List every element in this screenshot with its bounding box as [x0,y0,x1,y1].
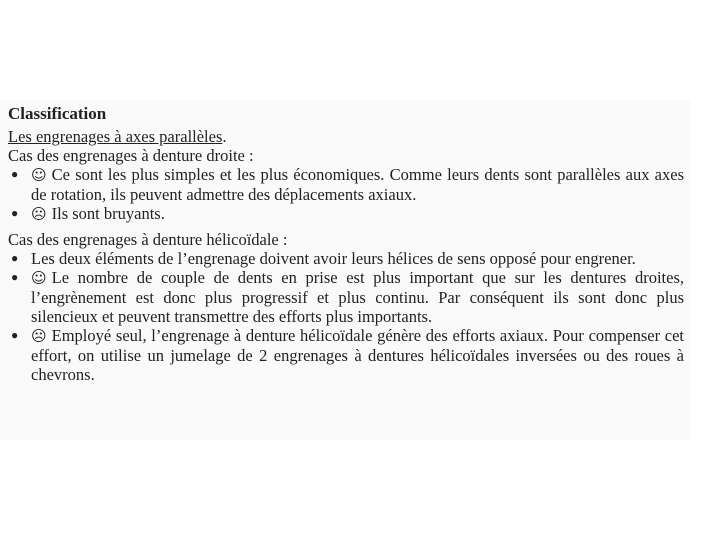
section-heading: Cas des engrenages à denture hélicoïdale : [8,230,288,249]
list-item [8,249,684,268]
document-title: Classification [8,104,107,123]
bullet-icon: ● [11,206,19,220]
bullet-icon: ● [11,270,19,284]
subtitle-suffix: . [222,127,227,146]
list-item-text: Le nombre de couple de dents en prise est plus important que sur les dentures droites, l’engrènement est donc plus progressif et plus continu. Par conséquent ils sont donc plus silencieux et peuvent transmettre des efforts plus importants. [31,268,684,326]
list-item [8,204,684,224]
list-item-text: Ce sont les plus simples et les plus économiques. Comme leurs dents sont parallèles aux axes de rotation, ils peuvent admettre des déplacements axiaux. [31,165,684,204]
subtitle: Les engrenages à axes parallèles [8,127,223,146]
list-item-text: Ils sont bruyants. [51,204,165,223]
section-helical-teeth [8,230,684,384]
list-item [8,165,684,204]
bullet-icon: ● [11,328,19,342]
section-heading: Cas des engrenages à denture droite : [8,146,254,165]
list-item [8,268,684,326]
list-item-text: Employé seul, l’engrenage à denture hélicoïdale génère des efforts axiaux. Pour compenser cet effort, on utilise un jumelage de 2 engrenages à dentures hélicoïdales inversées ou des roues à chevrons. [31,326,684,384]
list-item-text: Les deux éléments de l’engrenage doivent avoir leurs hélices de sens opposé pour engrener. [31,249,636,268]
smiley-icon: ☺ [31,166,47,184]
section-straight-teeth [8,146,684,224]
frown-icon: ☹ [31,205,47,223]
document-body [8,104,684,384]
bullet-list [8,249,684,384]
smiley-icon: ☺ [31,269,47,287]
frown-icon: ☹ [31,327,47,345]
bullet-icon: ● [11,251,19,265]
list-item [8,326,684,384]
bullet-list [8,165,684,224]
bullet-icon: ● [11,167,19,181]
subtitle-line [8,127,684,146]
